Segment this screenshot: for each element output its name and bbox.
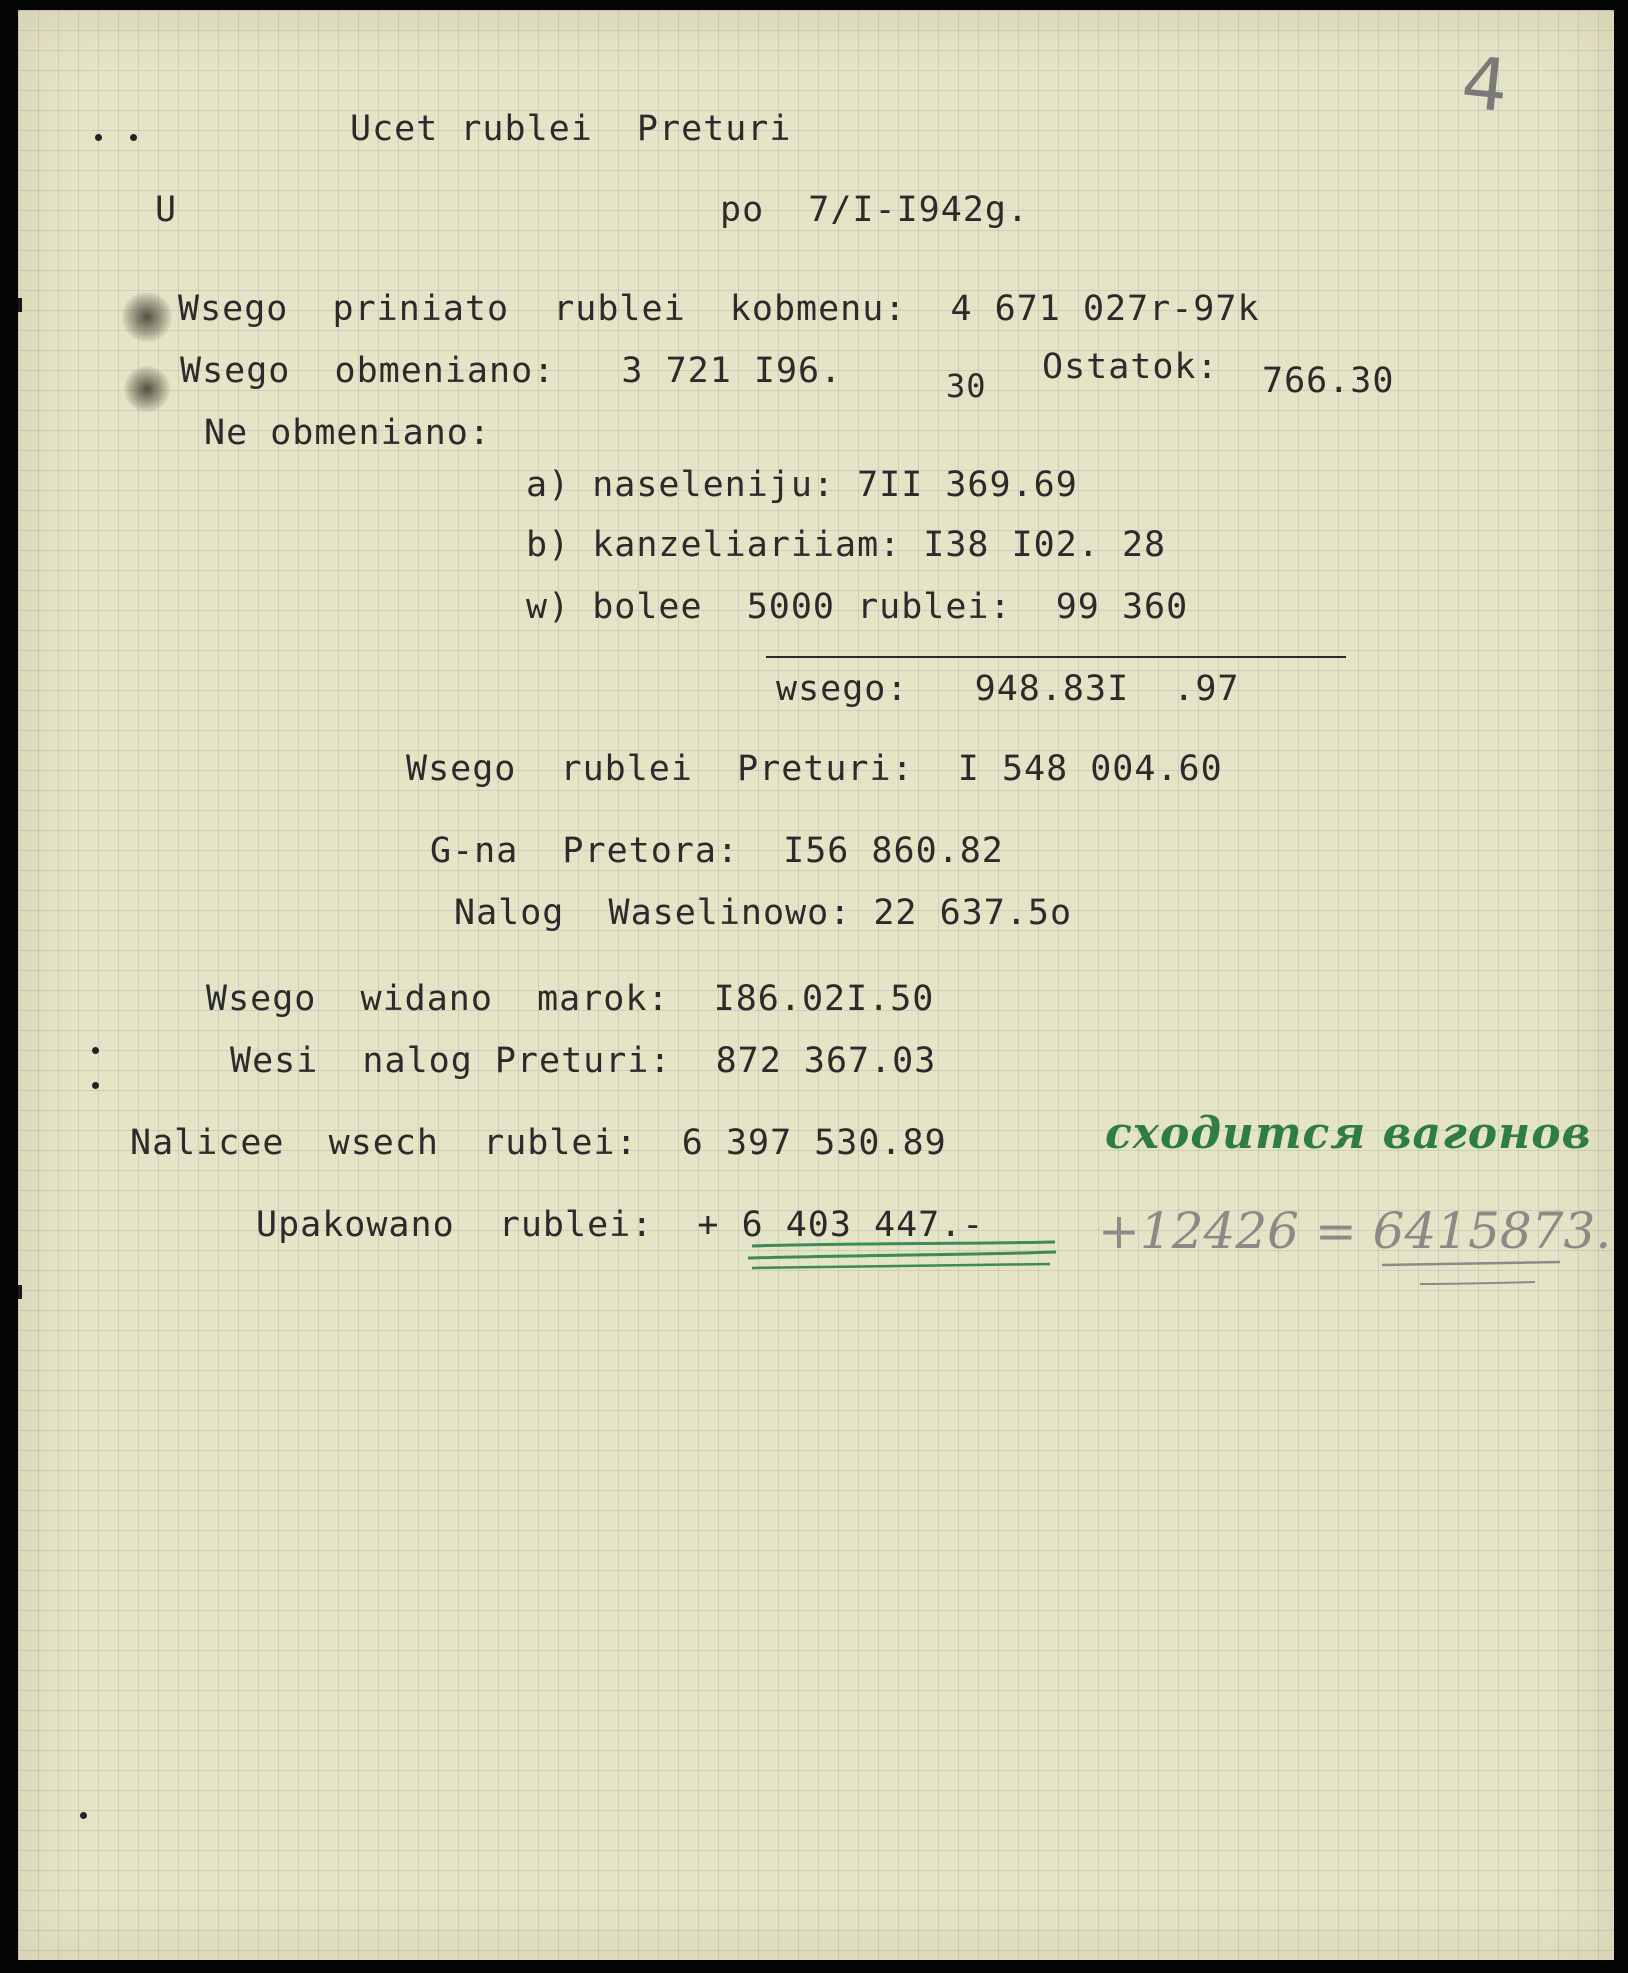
handwritten-grey-sum: +12426 = 6415873. (1098, 1202, 1612, 1260)
line-nalog-preturi: Wesi nalog Preturi: 872 367.03 (230, 1041, 937, 1081)
line-nalog-waselinowo: Nalog Waselinowo: 22 637.5o (454, 893, 1073, 933)
handwritten-green-note: сходится вагонов (1105, 1108, 1592, 1159)
line-marks-issued: Wsego widano marok: I86.02I.50 (206, 979, 935, 1019)
line-pretor: G-na Pretora: I56 860.82 (430, 831, 1004, 871)
line-remainder-value: 766.30 (1262, 361, 1395, 401)
line-item-b: b) kanzeliariiam: I38 I02. 28 (526, 525, 1167, 565)
line-received: Wsego priniato rublei kobmenu: 4 671 027r-97k (178, 289, 1260, 329)
line-item-w: w) bolee 5000 rublei: 99 360 (526, 587, 1189, 627)
line-total-preturi: Wsego rublei Preturi: I 548 004.60 (406, 749, 1223, 789)
date-line: po 7/I-I942g. (720, 190, 1030, 230)
line-exchanged: Wsego obmeniano: 3 721 I96. (180, 351, 843, 391)
line-cash-on-hand: Nalicee wsech rublei: 6 397 530.89 (130, 1123, 947, 1163)
line-remainder-label: Ostatok: (1042, 347, 1219, 387)
line-not-exchanged: Ne obmeniano: (204, 413, 491, 453)
line-exchanged-kopecks: 30 (946, 367, 987, 405)
line-packed: Upakowano rublei: + 6 403 447.- (256, 1205, 985, 1245)
line-item-a: a) naseleniju: 7II 369.69 (526, 465, 1078, 505)
page-number: 4 (1457, 39, 1513, 129)
margin-letter: U (155, 190, 178, 230)
document-title: Ucet rublei Preturi (350, 109, 792, 149)
line-subtotal: wsego: 948.83I .97 (776, 669, 1240, 709)
